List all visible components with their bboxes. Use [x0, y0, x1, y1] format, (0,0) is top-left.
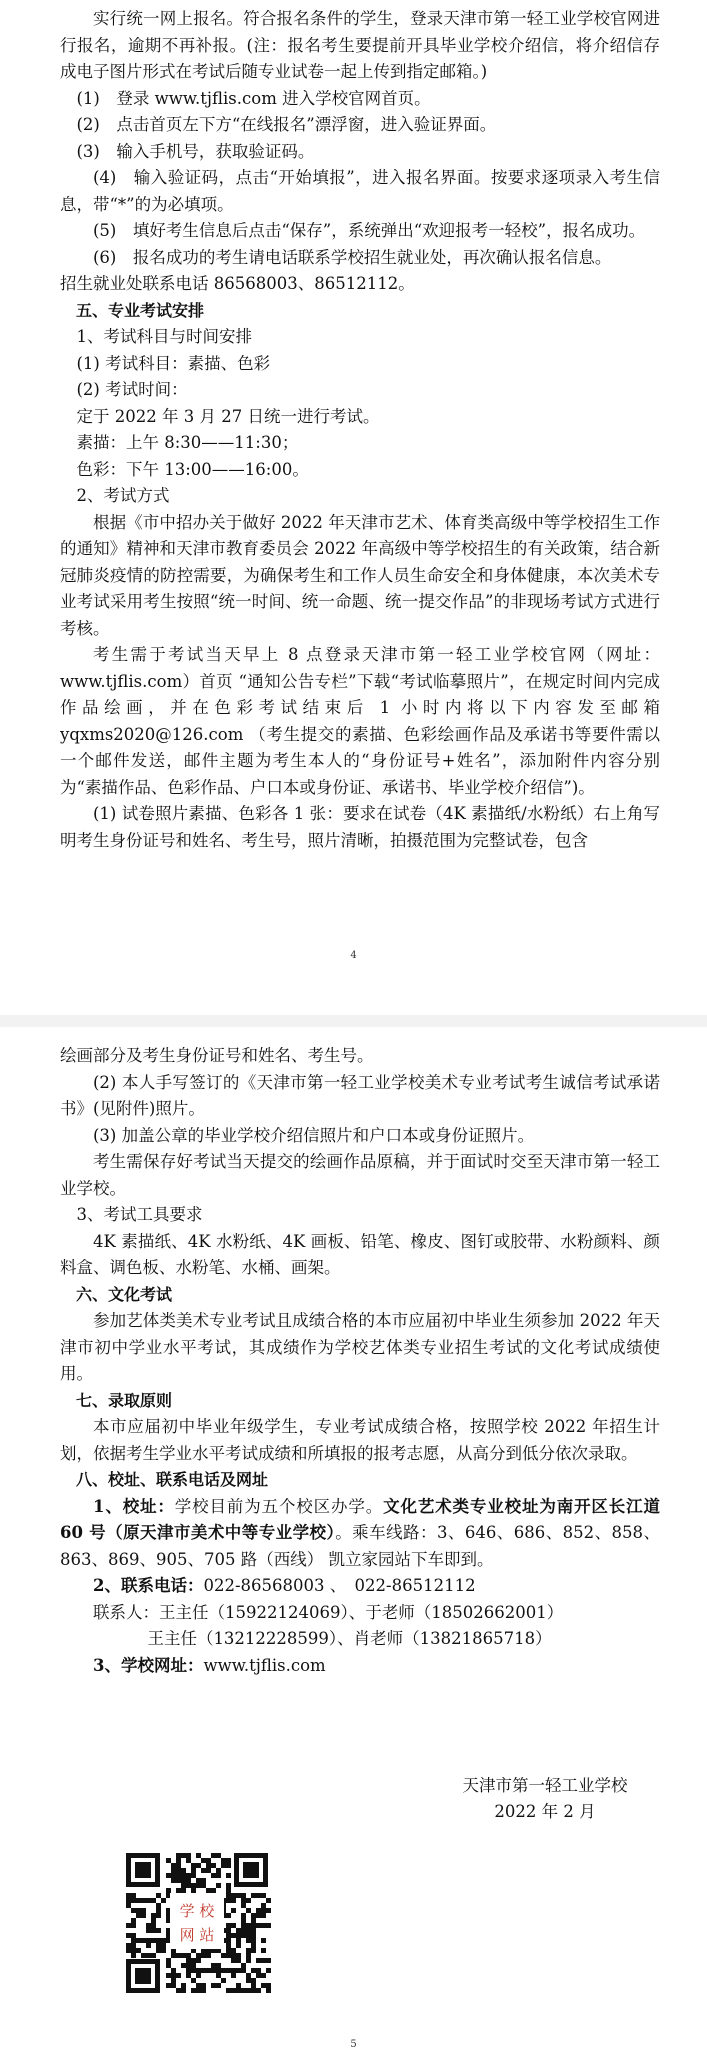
section-8-heading: 八、校址、联系电话及网址	[76, 1470, 269, 1489]
enrollment-phone-line: 招生就业处联系电话 86568003、86512112。	[60, 274, 415, 293]
section-7-heading: 七、录取原则	[76, 1390, 173, 1410]
address-label: 1、校址：	[93, 1496, 175, 1516]
section-5-heading: 五、专业考试安排	[76, 300, 205, 320]
step-5: (5) 填好考生信息后点击“保存”，系统弹出“欢迎报考一轻校”，报名成功。	[93, 221, 646, 240]
page-number: 5	[350, 2039, 357, 2050]
registration-intro: 实行统一网上报名。符合报名条件的学生，登录天津市第一轻工业学校官网进行报名，逾期不再补报。(注：报名考生要提前开具毕业学校介绍信，将介绍信存成电子图片形式在考试后随专业试卷一起上传到指定邮箱。)	[60, 9, 660, 81]
tools-heading: 3、考试工具要求	[76, 1205, 203, 1224]
requirement-1: (1) 试卷照片素描、色彩各 1 张：要求在试卷（4K 素描纸/水粉纸）右上角写明考生身份证号和姓名、考生号，照片清晰，拍摄范围为完整试卷，包含	[60, 804, 660, 850]
contact-line-2: 王主任（13212228599）、肖老师（13821865718）	[147, 1629, 552, 1648]
requirement-2: (2) 本人手写签订的《天津市第一轻工业学校美术专业考试考生诚信考试承诺书》(见附件)照片。	[60, 1072, 660, 1118]
page-4-body	[60, 6, 660, 854]
phone-numbers: 022-86568003 、 022-86512112	[203, 1576, 476, 1595]
website-label: 3、学校网址：	[93, 1655, 204, 1675]
step-3: (3) 输入手机号，获取验证码。	[76, 141, 315, 161]
phone-paragraph	[60, 1573, 660, 1600]
address-paragraph	[60, 1494, 660, 1574]
step-1: (1) 登录 www.tjflis.com 进入学校官网首页。	[76, 88, 431, 108]
website-url: www.tjflis.com	[203, 1655, 326, 1675]
exam-subjects: (1) 考试科目：素描、色彩	[76, 353, 271, 373]
school-name: 天津市第一轻工业学校	[462, 1776, 628, 1795]
requirement-3: (3) 加盖公章的毕业学校介绍信照片和户口本或身份证照片。	[93, 1125, 535, 1145]
submission-paragraph: 考生需于考试当天早上 8 点登录天津市第一轻工业学校官网（网址：www.tjflis.com）首页 “通知公告专栏”下载“考试临摹照片”，在规定时间内完成作品绘画，并在色彩考试结束后 1 小时内将以下内容发至邮箱 yqxms2020@126.com （考生提交的素描、色彩绘画作品及承诺书等要件需以一个邮件发送，邮件主题为考生本人的“身份证号+姓名”，添加附件内容分别为“素描作品、色彩作品、户口本或身份证、承诺书、毕业学校介绍信”)。	[60, 645, 660, 797]
exam-time-label: (2) 考试时间：	[76, 380, 188, 399]
qr-label-2: 网 站	[179, 1926, 215, 1944]
contact-line-1: 联系人：王主任（15922124069）、于老师（18502662001）	[93, 1602, 564, 1622]
signature-block	[440, 1773, 650, 1825]
exam-date: 定于 2022 年 3 月 27 日统一进行考试。	[76, 406, 380, 426]
exam-method-heading: 2、考试方式	[76, 486, 170, 505]
qr-code-graphic	[122, 1849, 272, 1997]
phone-label: 2、联系电话：	[93, 1576, 204, 1595]
exam-method-paragraph: 根据《市中招办关于做好 2022 年天津市艺术、体育类高级中等学校招生工作的通知》精神和天津市教育委员会 2022 年高级中等学校招生的有关政策，结合新冠肺炎疫情的防控需要，为确保考生和工作人员生命安全和身体健康，本次美术专业考试采用考生按照“统一时间、统一命题、统一提交作品”的非现场考试方式进行考核。	[60, 512, 660, 638]
sketch-time: 素描：上午 8:30——11:30；	[76, 433, 299, 452]
section-6-heading: 六、文化考试	[76, 1284, 173, 1304]
signature-date: 2022 年 2 月	[494, 1802, 596, 1821]
keep-originals-paragraph: 考生需保存好考试当天提交的绘画作品原稿，并于面试时交至天津市第一轻工业学校。	[60, 1152, 660, 1198]
color-time: 色彩：下午 13:00——16:00。	[76, 459, 309, 479]
qr-label-1: 学 校	[179, 1902, 215, 1920]
exam-subjects-time-heading: 1、考试科目与时间安排	[76, 327, 252, 346]
address-text-2: 。乘车线路：3、646、686、852、858、863、869、905、705 路（西线） 凯立家园站下车即到。	[60, 1523, 660, 1569]
page-5	[0, 1027, 707, 2069]
page-4	[0, 0, 707, 1015]
address-text-1: 学校目前为五个校区办学。	[174, 1496, 384, 1516]
website-paragraph	[60, 1653, 660, 1680]
step-2: (2) 点击首页左下方“在线报名”漂浮窗，进入验证界面。	[76, 115, 497, 134]
step-6: (6) 报名成功的考生请电话联系学校招生就业处，再次确认报名信息。	[93, 247, 612, 267]
page-number: 4	[350, 950, 357, 961]
culture-exam-paragraph: 参加艺体类美术专业考试且成绩合格的本市应届初中毕业生须参加 2022 年天津市初中学业水平考试，其成绩作为学校艺体类专业招生考试的文化考试成绩使用。	[60, 1311, 660, 1383]
address-bold: 文化艺术类专业校址为南开区长江道 60 号（原天津市美术中等专业学校）	[60, 1496, 661, 1542]
requirement-1-continued: 绘画部分及考生身份证号和姓名、考生号。	[60, 1046, 374, 1065]
page-5-body	[60, 1043, 660, 1679]
admission-paragraph: 本市应届初中毕业年级学生，专业考试成绩合格，按照学校 2022 年招生计划，依据考生学业水平考试成绩和所填报的报考志愿，从高分到低分依次录取。	[60, 1417, 660, 1463]
step-4: (4) 输入验证码，点击“开始填报”，进入报名界面。按要求逐项录入考生信息，带“*”的为必填项。	[60, 168, 660, 214]
tools-list: 4K 素描纸、4K 水粉纸、4K 画板、铅笔、橡皮、图钉或胶带、水粉颜料、颜料盒、调色板、水粉笔、水桶、画架。	[60, 1231, 660, 1277]
qr-code[interactable]	[122, 1849, 272, 1997]
